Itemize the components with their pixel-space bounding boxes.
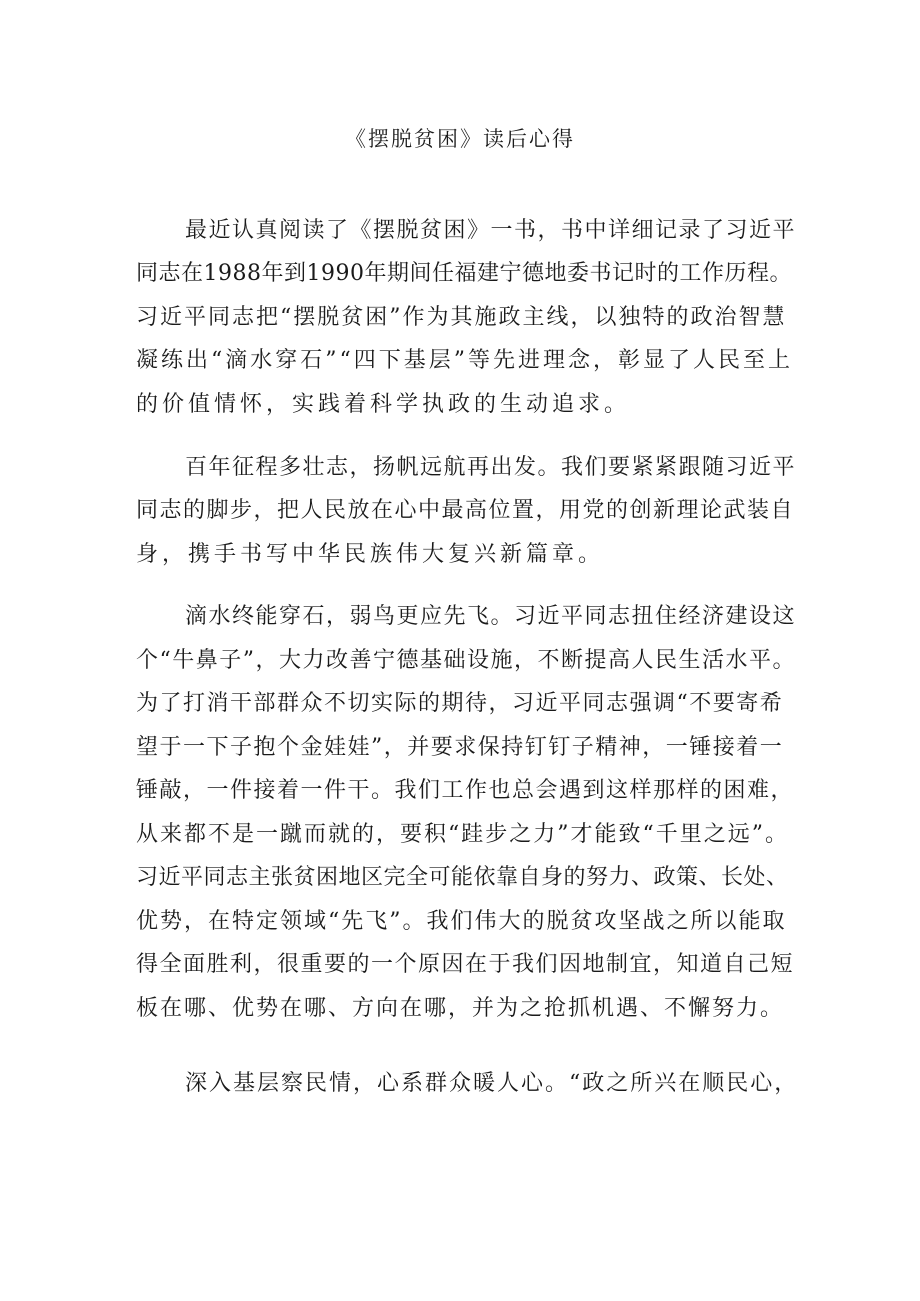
paragraph-3-line-10: 板在哪、优势在哪、方向在哪，并为之抢抓机遇、不懈努力。 bbox=[136, 996, 785, 1021]
paragraph-1-line-4: 凝练出“滴水穿石”“四下基层”等先进理念，彰显了人民至上 bbox=[136, 348, 793, 373]
paragraph-4-line-1: 深入基层察民情，心系群众暖人心。“政之所兴在顺民心， bbox=[185, 1071, 799, 1096]
paragraph-2-line-3: 身，携手书写中华民族伟大复兴新篇章。 bbox=[136, 542, 605, 567]
paragraph-3-line-2: 个“牛鼻子”，大力改善宁德基础设施，不断提高人民生活水平。 bbox=[136, 648, 796, 673]
paragraph-3-line-4: 望于一下子抱个金娃娃”，并要求保持钉钉子精神，一锤接着一 bbox=[136, 735, 784, 760]
paragraph-1-line-5: 的价值情怀，实践着科学执政的生动追求。 bbox=[136, 392, 631, 417]
paragraph-2-line-2: 同志的脚步，把人民放在心中最高位置，用党的创新理论武装自 bbox=[136, 498, 795, 523]
document-title: 《摆脱贫困》读后心得 bbox=[345, 127, 575, 151]
paragraph-3-line-3: 为了打消干部群众不切实际的期待，习近平同志强调“不要寄希 bbox=[136, 691, 784, 716]
paragraph-3-line-1: 滴水终能穿石，弱鸟更应先飞。习近平同志扭住经济建设这 bbox=[185, 604, 797, 629]
paragraph-3-line-7: 习近平同志主张贫困地区完全可能依靠自身的努力、政策、长处、 bbox=[136, 865, 789, 890]
paragraph-1-line-1: 最近认真阅读了《摆脱贫困》一书，书中详细记录了习近平 bbox=[185, 218, 797, 243]
paragraph-3-line-8: 优势，在特定领域“先飞”。我们伟大的脱贫攻坚战之所以能取 bbox=[136, 909, 787, 934]
paragraph-3-line-5: 锤敲，一件接着一件干。我们工作也总会遇到这样那样的困难， bbox=[136, 778, 795, 803]
paragraph-1-line-2: 同志在1988年到1990年期间任福建宁德地委书记时的工作历程。 bbox=[136, 261, 792, 286]
paragraph-3-line-9: 得全面胜利，很重要的一个原因在于我们因地制宜，知道自己短 bbox=[136, 952, 795, 977]
paragraph-3-line-6: 从来都不是一蹴而就的，要积“跬步之力”才能致“千里之远”。 bbox=[136, 822, 789, 847]
paragraph-2-line-1: 百年征程多壮志，扬帆远航再出发。我们要紧紧跟随习近平 bbox=[185, 455, 797, 480]
paragraph-1-line-3: 习近平同志把“摆脱贫困”作为其施政主线，以独特的政治智慧 bbox=[136, 305, 787, 330]
